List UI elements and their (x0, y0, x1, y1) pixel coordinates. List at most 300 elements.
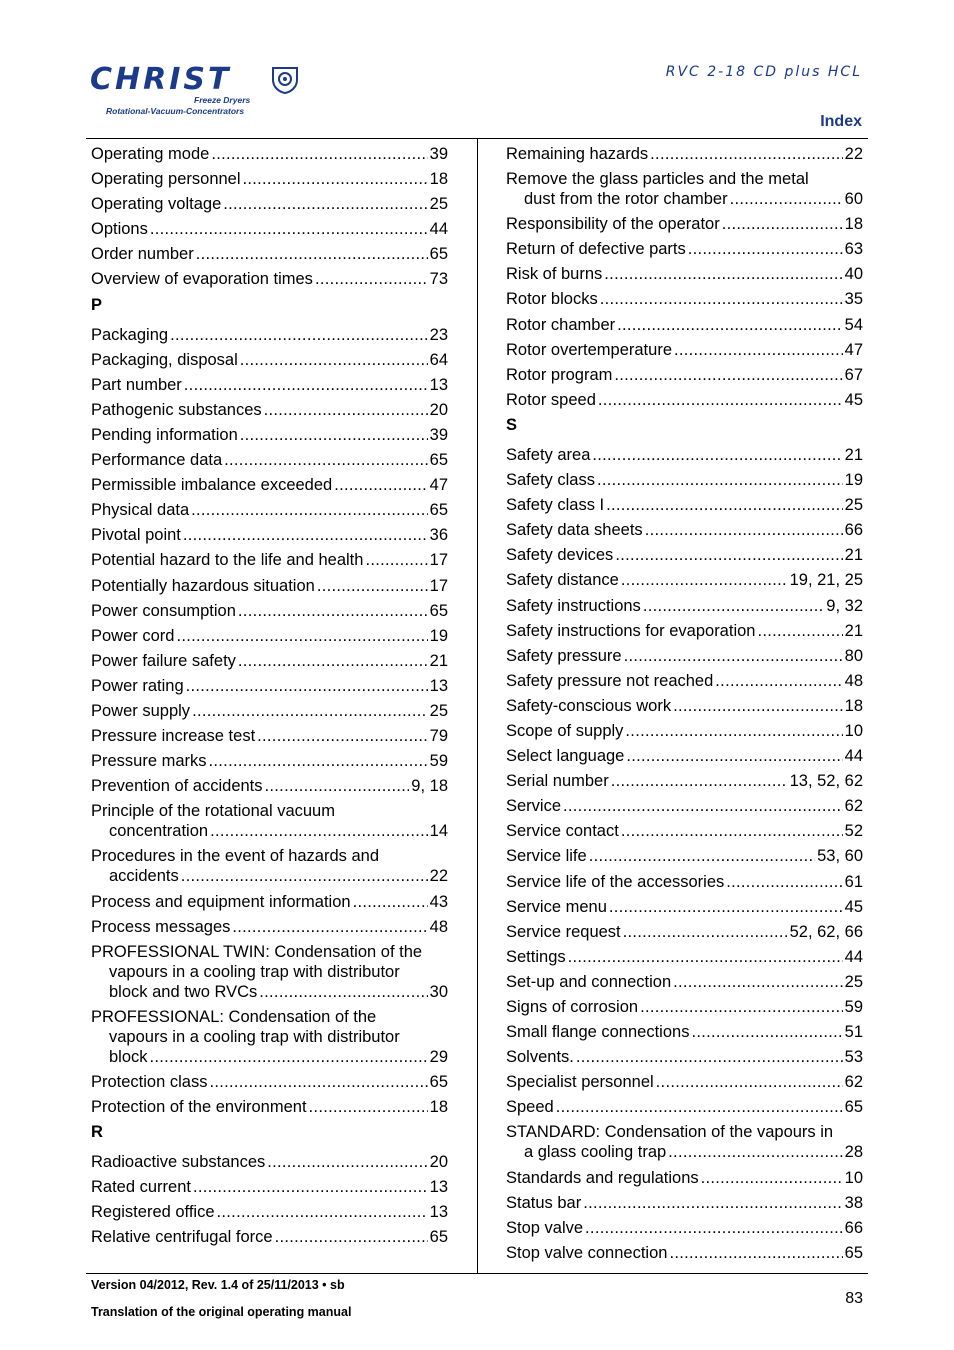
entry-pages: 30 (429, 982, 448, 1001)
entry-pages: 25 (844, 496, 863, 515)
entry-pages: 23 (429, 325, 448, 344)
index-entry[interactable] (506, 746, 863, 766)
dot-leader (210, 821, 428, 841)
logo-tagline-rvc: Rotational-Vacuum-Concentrators (106, 106, 245, 116)
index-entry[interactable] (91, 1177, 448, 1197)
entry-pages: 80 (844, 646, 863, 665)
dot-leader (211, 144, 427, 164)
dot-leader (196, 244, 428, 264)
entry-pages: 52 (844, 822, 863, 841)
entry-term: Speed (506, 1098, 554, 1117)
entry-term: dust from the rotor chamber (524, 190, 728, 209)
dot-leader (232, 917, 427, 937)
index-entry[interactable] (506, 846, 863, 866)
index-entry[interactable] (91, 676, 448, 696)
index-entry[interactable] (91, 1152, 448, 1172)
entry-term: Safety area (506, 445, 591, 464)
index-entry[interactable] (91, 942, 448, 1002)
entry-pages: 53, 60 (817, 847, 863, 866)
dot-leader (183, 525, 428, 545)
index-entry[interactable] (506, 922, 863, 942)
entry-pages: 65 (429, 245, 448, 264)
dot-leader (224, 450, 427, 470)
entry-pages: 51 (844, 1023, 863, 1042)
dot-leader (240, 350, 428, 370)
entry-pages: 60 (844, 190, 863, 209)
dot-leader (317, 576, 428, 596)
index-entry[interactable] (91, 751, 448, 771)
entry-term: STANDARD: Condensation of the vapours in (506, 1123, 834, 1142)
entry-term: Part number (91, 375, 182, 394)
entry-term: Safety distance (506, 571, 619, 590)
entry-term: Rotor chamber (506, 315, 616, 334)
entry-term: Options (91, 220, 148, 239)
index-entry[interactable] (91, 892, 448, 912)
entry-pages: 66 (844, 1218, 863, 1237)
index-entry[interactable] (506, 445, 863, 465)
entry-term: Rotor blocks (506, 290, 598, 309)
entry-term: Pending information (91, 425, 238, 444)
index-entry[interactable] (506, 671, 863, 691)
index-entry[interactable] (506, 144, 863, 164)
christ-emblem-icon (270, 66, 300, 94)
index-entry[interactable] (91, 144, 448, 164)
entry-term: Radioactive substances (91, 1153, 266, 1172)
index-entry[interactable] (506, 1122, 863, 1162)
dot-leader (209, 1072, 427, 1092)
entry-term: Pressure increase test (91, 727, 256, 746)
index-entry[interactable] (506, 264, 863, 284)
dot-leader (688, 239, 843, 259)
index-entry[interactable] (91, 194, 448, 214)
entry-pages: 67 (844, 365, 863, 384)
letter-heading-s: S (506, 415, 518, 434)
index-entry[interactable] (506, 1243, 863, 1263)
dot-leader (170, 325, 428, 345)
index-entry[interactable] (506, 821, 863, 841)
entry-pages: 48 (844, 671, 863, 690)
dot-leader (626, 746, 842, 766)
entry-term: Stop valve connection (506, 1243, 668, 1262)
dot-leader (186, 676, 428, 696)
dot-leader (600, 289, 843, 309)
entry-pages: 9, 32 (826, 596, 863, 615)
dot-leader (585, 1218, 843, 1238)
entry-pages: 62 (844, 1073, 863, 1092)
index-entry[interactable] (91, 525, 448, 545)
index-entry[interactable] (506, 570, 863, 590)
entry-pages: 47 (844, 340, 863, 359)
entry-pages: 21 (844, 445, 863, 464)
dot-leader (715, 671, 842, 691)
entry-pages: 73 (429, 270, 448, 289)
entry-term: Solvents. (506, 1048, 574, 1067)
entry-pages: 28 (844, 1143, 863, 1162)
index-entry[interactable] (506, 1047, 863, 1067)
entry-pages: 13 (429, 676, 448, 695)
index-entry[interactable] (506, 1218, 863, 1238)
dot-leader (150, 1047, 428, 1067)
entry-pages: 21 (844, 621, 863, 640)
entry-term: Safety instructions (506, 596, 641, 615)
entry-term: Power failure safety (91, 651, 236, 670)
index-entry[interactable] (506, 621, 863, 641)
entry-term: accidents (109, 867, 179, 886)
christ-logo (90, 58, 320, 118)
index-entry[interactable] (91, 1202, 448, 1222)
right-group-1 (506, 144, 863, 164)
entry-pages: 19 (429, 626, 448, 645)
entry-term: Safety pressure (506, 646, 622, 665)
index-entry[interactable] (91, 701, 448, 721)
entry-pages: 22 (429, 867, 448, 886)
index-entry[interactable] (506, 997, 863, 1017)
entry-term: Signs of corrosion (506, 998, 639, 1016)
index-entry[interactable] (506, 721, 863, 741)
index-entry[interactable] (506, 771, 863, 791)
entry-pages: 65 (429, 601, 448, 620)
entry-pages: 21 (844, 546, 863, 565)
index-entry[interactable] (506, 1097, 863, 1117)
index-entry[interactable] (506, 696, 863, 716)
entry-pages: 53 (844, 1048, 863, 1067)
logo-tagline-freeze-dryers: Freeze Dryers (194, 95, 251, 105)
dot-leader (238, 651, 428, 671)
dot-leader (568, 947, 843, 967)
entry-term: Standards and regulations (506, 1168, 699, 1187)
dot-leader (556, 1097, 843, 1117)
entry-pages: 25 (429, 195, 448, 214)
dot-leader (722, 214, 843, 234)
left-group-2 (91, 325, 448, 797)
dot-leader (223, 194, 427, 214)
entry-term: Pressure marks (91, 752, 207, 771)
index-entry[interactable] (506, 596, 863, 616)
dot-leader (640, 997, 843, 1017)
dot-leader (625, 721, 842, 741)
dot-leader (606, 495, 843, 515)
index-entry[interactable] (91, 801, 448, 841)
dot-leader (691, 1022, 842, 1042)
index-entry[interactable] (91, 576, 448, 596)
entry-pages: 44 (844, 947, 863, 966)
entry-term: block (109, 1047, 148, 1066)
index-entry[interactable] (91, 219, 448, 239)
index-entry[interactable] (91, 1007, 448, 1067)
entry-pages: 18 (429, 170, 448, 189)
entry-pages: 17 (429, 551, 448, 570)
entry-pages: 36 (429, 526, 448, 545)
index-entry[interactable] (91, 325, 448, 345)
entry-term: Return of defective parts (506, 240, 686, 259)
dot-leader (650, 144, 842, 164)
dot-leader (621, 821, 843, 841)
left-group-1 (91, 144, 448, 289)
dot-leader (674, 340, 843, 360)
entry-pages: 61 (844, 872, 863, 891)
index-entry[interactable] (91, 400, 448, 420)
index-entry[interactable] (91, 475, 448, 495)
dot-leader (730, 189, 843, 209)
right-group-2 (506, 214, 863, 410)
entry-term: Potentially hazardous situation (91, 576, 315, 595)
entry-pages: 29 (429, 1047, 448, 1066)
dot-leader (257, 726, 427, 746)
entry-term: a glass cooling trap (524, 1143, 667, 1162)
entry-pages: 13, 52, 62 (789, 772, 863, 791)
entry-pages: 10 (844, 1168, 863, 1187)
index-entry[interactable] (506, 646, 863, 666)
entry-term: Performance data (91, 451, 223, 470)
entry-pages: 10 (844, 721, 863, 740)
entry-term: Permissible imbalance exceeded (91, 476, 333, 495)
entry-term: Rotor overtemperature (506, 340, 672, 359)
index-entry[interactable] (91, 1097, 448, 1117)
index-entry[interactable] (506, 365, 863, 385)
entry-pages: 79 (429, 727, 448, 746)
index-entry[interactable] (506, 520, 863, 540)
entry-term: Safety instructions for evaporation (506, 621, 756, 640)
entry-pages: 21 (429, 651, 448, 670)
index-entry[interactable] (91, 169, 448, 189)
dot-leader (238, 601, 428, 621)
entry-pages: 59 (844, 998, 863, 1016)
page-number: 83 (845, 1290, 863, 1307)
entry-term: Principle of the rotational vacuum (91, 802, 335, 821)
entry-term: block and two RVCs (109, 982, 258, 1001)
index-entry[interactable] (91, 550, 448, 570)
dot-leader (656, 1072, 843, 1092)
index-entry[interactable] (91, 425, 448, 445)
entry-pages: 63 (844, 240, 863, 259)
entry-pages: 65 (844, 1098, 863, 1117)
entry-pages: 18 (844, 696, 863, 715)
entry-term: Rated current (91, 1178, 191, 1197)
index-entry[interactable] (91, 500, 448, 520)
dot-leader (353, 892, 428, 912)
entry-term: Operating mode (91, 145, 210, 163)
entry-pages: 40 (844, 265, 863, 284)
entry-term: Safety pressure not reached (506, 671, 714, 690)
entry-pages: 65 (844, 1243, 863, 1262)
index-entry[interactable] (506, 169, 863, 209)
index-entry[interactable] (506, 289, 863, 309)
index-entry[interactable] (506, 470, 863, 490)
model-name: RVC 2-18 CD plus HCL (665, 64, 862, 80)
entry-term: Service life of the accessories (506, 872, 725, 891)
entry-term: Scope of supply (506, 721, 624, 740)
entry-term: Service request (506, 922, 621, 941)
letter-heading-r: R (91, 1123, 103, 1142)
entry-pages: 25 (844, 972, 863, 991)
entry-pages: 14 (429, 822, 448, 841)
entry-term: Power rating (91, 676, 184, 695)
entry-pages: 43 (429, 892, 448, 911)
entry-pages: 35 (844, 290, 863, 309)
entry-term: Process and equipment information (91, 892, 351, 911)
index-entry[interactable] (91, 651, 448, 671)
dot-leader (673, 696, 843, 716)
index-entry[interactable] (91, 375, 448, 395)
entry-term: Safety data sheets (506, 521, 643, 540)
index-entry[interactable] (506, 1072, 863, 1092)
dot-leader (265, 776, 410, 796)
entry-term: Relative centrifugal force (91, 1228, 273, 1247)
entry-term: Operating voltage (91, 195, 222, 214)
entry-term: Rotor program (506, 365, 613, 384)
entry-pages: 18 (429, 1098, 448, 1116)
index-entry[interactable] (506, 340, 863, 360)
left-group-4 (91, 1072, 448, 1117)
dot-leader (726, 872, 842, 892)
entry-pages: 22 (844, 145, 863, 163)
entry-pages: 39 (429, 145, 448, 163)
entry-term: Registered office (91, 1203, 215, 1222)
logo-wordmark: CHRIST (90, 62, 232, 97)
entry-pages: 65 (429, 1072, 448, 1091)
dot-leader (592, 445, 842, 465)
dot-leader (609, 897, 843, 917)
entry-term: Operating personnel (91, 170, 241, 189)
entry-term: Status bar (506, 1193, 582, 1212)
left-group-3 (91, 892, 448, 937)
entry-pages: 65 (429, 501, 448, 520)
dot-leader (259, 982, 427, 1002)
entry-term: Rotor speed (506, 390, 596, 409)
entry-pages: 18 (844, 215, 863, 234)
index-entry[interactable] (91, 917, 448, 937)
index-entry[interactable] (91, 726, 448, 746)
entry-term: Risk of burns (506, 265, 603, 284)
dot-leader (243, 169, 428, 189)
index-entry[interactable] (91, 244, 448, 264)
entry-term: vapours in a cooling trap with distributor (109, 962, 400, 981)
entry-pages: 54 (844, 315, 863, 334)
entry-term: Service life (506, 847, 587, 866)
index-entry[interactable] (506, 1022, 863, 1042)
entry-term: Service contact (506, 822, 619, 841)
entry-term: Service (506, 797, 562, 816)
dot-leader (264, 400, 428, 420)
entry-pages: 62 (844, 797, 863, 816)
index-entry[interactable] (506, 796, 863, 816)
entry-pages: 39 (429, 425, 448, 444)
entry-pages: 65 (429, 1228, 448, 1247)
index-entry[interactable] (91, 1227, 448, 1247)
index-entry[interactable] (506, 947, 863, 967)
entry-term: Small flange connections (506, 1023, 690, 1042)
dot-leader (623, 922, 788, 942)
dot-leader (615, 545, 842, 565)
entry-term: Procedures in the event of hazards and (91, 847, 380, 866)
dot-leader (597, 470, 843, 490)
index-entry[interactable] (91, 776, 448, 796)
dot-leader (275, 1227, 428, 1247)
left-group-5 (91, 1152, 448, 1247)
dot-leader (598, 390, 843, 410)
column-divider (477, 139, 478, 1273)
index-entry[interactable] (91, 1072, 448, 1092)
dot-leader (583, 1193, 842, 1213)
index-entry[interactable] (506, 214, 863, 234)
dot-leader (614, 365, 842, 385)
footer-rule (86, 1273, 868, 1274)
entry-pages: 66 (844, 521, 863, 540)
index-entry[interactable] (91, 626, 448, 646)
index-entry[interactable] (506, 545, 863, 565)
index-entry[interactable] (506, 872, 863, 892)
entry-pages: 65 (429, 451, 448, 470)
dot-leader (673, 972, 843, 992)
index-entry[interactable] (91, 846, 448, 886)
index-entry[interactable] (506, 897, 863, 917)
entry-pages: 48 (429, 917, 448, 936)
entry-term: Process messages (91, 917, 231, 936)
entry-term: Responsibility of the operator (506, 215, 720, 234)
entry-term: Stop valve (506, 1218, 584, 1237)
entry-pages: 38 (844, 1193, 863, 1212)
entry-term: vapours in a cooling trap with distributor (109, 1027, 400, 1046)
entry-pages: 52, 62, 66 (789, 922, 863, 941)
dot-leader (645, 520, 843, 540)
entry-term: Set-up and connection (506, 972, 672, 991)
dot-leader (334, 475, 427, 495)
entry-term: Power supply (91, 701, 191, 720)
entry-term: Packaging (91, 325, 169, 344)
index-entry[interactable] (506, 315, 863, 335)
entry-term: Safety devices (506, 546, 614, 565)
entry-pages: 13 (429, 1203, 448, 1222)
entry-pages: 20 (429, 1153, 448, 1172)
dot-leader (191, 500, 428, 520)
index-entry[interactable] (506, 1193, 863, 1213)
index-entry[interactable] (91, 450, 448, 470)
entry-pages: 25 (429, 701, 448, 720)
index-column-right (506, 144, 863, 1268)
dot-leader (617, 315, 843, 335)
dot-leader (192, 701, 428, 721)
entry-term: Remove the glass particles and the metal (506, 170, 809, 189)
index-entry[interactable] (91, 601, 448, 621)
entry-term: Settings (506, 947, 566, 966)
index-entry[interactable] (506, 495, 863, 515)
dot-leader (267, 1152, 427, 1172)
dot-leader (365, 550, 427, 570)
dot-leader (176, 626, 427, 646)
footer-translation: Translation of the original operating manual (91, 1305, 352, 1319)
index-entry[interactable] (506, 239, 863, 259)
entry-pages: 13 (429, 375, 448, 394)
right-group-4 (506, 1168, 863, 1263)
index-entry[interactable] (91, 350, 448, 370)
index-entry[interactable] (506, 972, 863, 992)
dot-leader (209, 751, 428, 771)
entry-pages: 19 (844, 471, 863, 490)
entry-term: Protection of the environment (91, 1098, 307, 1116)
entry-pages: 45 (844, 897, 863, 916)
index-entry[interactable] (506, 390, 863, 410)
entry-term: concentration (109, 822, 209, 841)
entry-pages: 59 (429, 752, 448, 771)
index-entry[interactable] (91, 269, 448, 289)
entry-term: Select language (506, 747, 625, 766)
entry-term: Remaining hazards (506, 145, 649, 163)
entry-term: Serial number (506, 772, 609, 791)
entry-pages: 19, 21, 25 (789, 571, 863, 590)
entry-term: Potential hazard to the life and health (91, 551, 364, 570)
index-entry[interactable] (506, 1168, 863, 1188)
entry-term: Pivotal point (91, 526, 181, 545)
